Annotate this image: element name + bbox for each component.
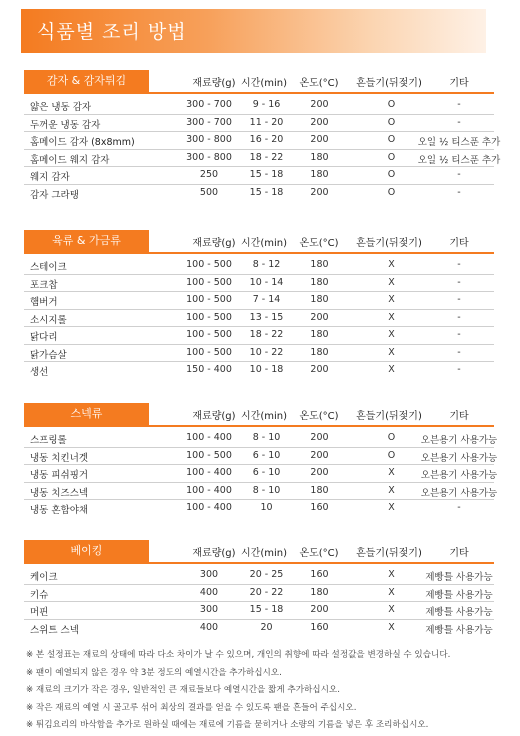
column-header: 흔들기(뒤젖기) (356, 238, 422, 249)
amount-cell: 100 - 500 (186, 259, 232, 270)
temp-cell: 200 (310, 467, 329, 478)
etc-cell: - (457, 169, 461, 180)
table-row (24, 500, 494, 517)
column-header: 기타 (449, 238, 469, 249)
table-row (24, 465, 498, 483)
amount-cell: 100 - 500 (186, 329, 232, 340)
shake-cell: X (388, 586, 395, 598)
etc-cell: - (457, 294, 461, 305)
table-row (24, 345, 494, 363)
food-name: 스프링롤 (30, 435, 67, 446)
amount-cell: 100 - 400 (186, 432, 232, 443)
time-cell: 20 - 22 (249, 586, 284, 598)
section-title: 스넥류 (24, 403, 149, 425)
column-header: 기타 (449, 548, 469, 559)
notes (26, 647, 506, 735)
column-header: 온도(°C) (299, 548, 339, 559)
time-cell: 10 - 14 (249, 276, 284, 288)
amount-cell: 100 - 500 (186, 294, 232, 305)
table-row (24, 97, 494, 115)
amount-cell: 300 (199, 604, 219, 615)
shake-cell: X (388, 484, 395, 496)
shake-cell: X (388, 259, 395, 270)
amount-cell: 500 (199, 186, 219, 198)
shake-cell: X (388, 467, 395, 478)
column-header: 흔들기(뒤젖기) (356, 78, 422, 89)
table-row (24, 167, 494, 185)
food-name: 케이크 (30, 572, 58, 583)
temp-cell: 200 (310, 311, 329, 323)
time-cell: 11 - 20 (249, 116, 284, 128)
time-cell: 10 (260, 502, 273, 513)
table-row (24, 362, 494, 379)
section-table (24, 70, 501, 201)
note-line: ※ 팬이 예열되지 않은 경우 약 3분 정도의 예열시간을 추가하십시오. (26, 667, 282, 678)
time-cell: 18 - 22 (249, 329, 284, 340)
table-row (24, 620, 494, 637)
column-header: 흔들기(뒤젖기) (356, 411, 422, 422)
temp-cell: 200 (310, 364, 329, 375)
food-name: 홈메이드 감자 (8x8mm) (30, 137, 135, 148)
etc-cell: - (457, 346, 461, 358)
etc-cell: - (457, 311, 461, 323)
page-title: 식품별 조리 방법 (37, 21, 187, 43)
shake-cell: O (387, 116, 396, 128)
column-header: 온도(°C) (299, 238, 339, 249)
etc-cell: 제빵틀 사용가능 (425, 607, 493, 618)
shake-cell: X (388, 311, 395, 323)
food-name: 생선 (30, 367, 49, 378)
shake-cell: X (388, 502, 395, 513)
shake-cell: O (387, 449, 396, 461)
table-row (24, 310, 494, 328)
note-line: ※ 본 설정표는 재료의 상태에 따라 다소 차이가 날 수 있으며, 개인의 취향에 따라 설정값을 변경하실 수 있습니다. (26, 650, 451, 660)
amount-cell: 300 - 800 (186, 134, 232, 145)
amount-cell: 400 (199, 586, 219, 598)
table-row (24, 567, 494, 585)
shake-cell: X (388, 604, 395, 615)
shake-cell: X (388, 276, 395, 288)
table-row (24, 430, 498, 448)
shake-cell: O (387, 151, 396, 163)
section-title: 감자 & 감자튀김 (24, 70, 149, 92)
table-row (24, 257, 494, 275)
time-cell: 20 - 25 (249, 569, 284, 580)
column-header: 온도(°C) (299, 78, 339, 89)
temp-cell: 180 (310, 276, 329, 288)
temp-cell: 200 (310, 449, 329, 461)
food-name: 포크찹 (30, 279, 58, 291)
food-name: 냉동 치즈스넥 (30, 487, 89, 499)
column-header: 시간(min) (241, 238, 287, 249)
amount-cell: 250 (199, 169, 219, 180)
etc-cell: 제빵틀 사용가능 (425, 589, 493, 601)
column-header: 온도(°C) (299, 411, 339, 422)
column-header: 재료량(g) (192, 78, 236, 89)
column-header: 기타 (449, 78, 469, 89)
table-row (24, 132, 501, 150)
shake-cell: O (387, 186, 396, 198)
food-name: 냉동 피쉬핑거 (30, 470, 89, 481)
temp-cell: 160 (310, 502, 329, 513)
time-cell: 20 (260, 621, 273, 633)
food-name: 냉동 치킨너겟 (30, 452, 89, 464)
section-table (24, 403, 498, 517)
etc-cell: - (457, 364, 461, 375)
etc-cell: - (457, 502, 461, 513)
temp-cell: 200 (310, 134, 329, 145)
column-header: 재료량(g) (192, 238, 236, 249)
amount-cell: 150 - 400 (186, 364, 232, 375)
temp-cell: 180 (310, 294, 329, 305)
table-row (24, 275, 494, 293)
table-row (24, 327, 494, 345)
table-row (24, 150, 501, 168)
temp-cell: 180 (310, 151, 329, 163)
time-cell: 8 - 10 (252, 432, 281, 443)
amount-cell: 300 - 700 (186, 99, 232, 110)
table-row (24, 483, 498, 501)
table-row (24, 448, 498, 466)
food-name: 닭다리 (30, 332, 58, 343)
table-row (24, 602, 494, 620)
title-banner (21, 9, 486, 53)
time-cell: 7 - 14 (252, 294, 281, 305)
temp-cell: 160 (310, 569, 329, 580)
section-header (24, 540, 494, 564)
food-name: 냉동 혼합야채 (30, 505, 89, 516)
column-header: 기타 (449, 411, 469, 422)
shake-cell: O (387, 432, 396, 443)
temp-cell: 180 (310, 346, 329, 358)
temp-cell: 200 (310, 432, 329, 443)
etc-cell: 오븐용기 사용가능 (420, 487, 498, 499)
section-table (24, 540, 494, 636)
column-header: 흔들기(뒤젖기) (356, 548, 422, 559)
section-title: 육류 & 가금류 (24, 230, 149, 252)
temp-cell: 160 (310, 621, 329, 633)
temp-cell: 200 (310, 186, 329, 198)
food-name: 스위트 스넥 (30, 624, 79, 636)
amount-cell: 300 - 700 (186, 116, 232, 128)
column-header: 재료량(g) (192, 548, 236, 559)
food-name: 머핀 (30, 607, 49, 618)
amount-cell: 300 - 800 (186, 151, 232, 163)
section-table (24, 230, 494, 379)
etc-cell: - (457, 116, 461, 128)
food-name: 키슈 (30, 589, 49, 601)
section-title: 베이킹 (24, 540, 149, 562)
section-header (24, 70, 494, 94)
temp-cell: 200 (310, 99, 329, 110)
amount-cell: 400 (199, 621, 219, 633)
time-cell: 8 - 12 (252, 259, 281, 270)
amount-cell: 100 - 500 (186, 311, 232, 323)
table-row (24, 292, 494, 310)
etc-cell: 오븐용기 사용가능 (420, 435, 498, 446)
etc-cell: 오븐용기 사용가능 (420, 470, 498, 481)
column-header: 시간(min) (241, 411, 287, 422)
etc-cell: 오일 ½ 티스푼 추가 (417, 154, 501, 166)
shake-cell: X (388, 294, 395, 305)
food-name: 얇은 냉동 감자 (30, 102, 92, 113)
time-cell: 9 - 16 (252, 99, 281, 110)
shake-cell: X (388, 621, 395, 633)
food-name: 감자 그라탱 (30, 189, 79, 201)
time-cell: 6 - 10 (252, 467, 281, 478)
temp-cell: 200 (310, 604, 329, 615)
time-cell: 15 - 18 (249, 169, 284, 180)
food-name: 홈메이드 웨지 감자 (30, 154, 110, 166)
etc-cell: - (457, 329, 461, 340)
amount-cell: 100 - 500 (186, 346, 232, 358)
table-row (24, 185, 494, 202)
etc-cell: - (457, 276, 461, 288)
food-name: 햄버거 (30, 297, 58, 308)
amount-cell: 100 - 400 (186, 467, 232, 478)
time-cell: 10 - 18 (249, 364, 284, 375)
food-name: 스테이크 (30, 262, 67, 273)
table-row (24, 115, 494, 133)
note-line: ※ 튀김요리의 바삭함을 추가로 원하실 때에는 재료에 기름을 묻히거나 소량의 기름을 넣은 후 조리하십시오. (26, 720, 429, 730)
section-header (24, 403, 494, 427)
shake-cell: X (388, 329, 395, 340)
temp-cell: 180 (310, 484, 329, 496)
shake-cell: X (388, 346, 395, 358)
amount-cell: 300 (199, 569, 219, 580)
temp-cell: 180 (310, 259, 329, 270)
column-header: 시간(min) (241, 548, 287, 559)
etc-cell: - (457, 99, 461, 110)
etc-cell: 오일 ½ 티스푼 추가 (417, 137, 501, 148)
time-cell: 6 - 10 (252, 449, 281, 461)
section-header (24, 230, 494, 254)
shake-cell: X (388, 569, 395, 580)
time-cell: 16 - 20 (249, 134, 284, 145)
shake-cell: X (388, 364, 395, 375)
etc-cell: - (457, 186, 461, 198)
table-row (24, 585, 494, 603)
etc-cell: 오븐용기 사용가능 (420, 452, 498, 464)
temp-cell: 180 (310, 586, 329, 598)
amount-cell: 100 - 500 (186, 276, 232, 288)
shake-cell: O (387, 169, 396, 180)
etc-cell: - (457, 259, 461, 270)
food-name: 두꺼운 냉동 감자 (30, 119, 101, 131)
time-cell: 15 - 18 (249, 186, 284, 198)
etc-cell: 제빵틀 사용가능 (425, 572, 493, 583)
etc-cell: 제빵틀 사용가능 (425, 624, 493, 636)
amount-cell: 100 - 500 (186, 449, 232, 461)
column-header: 재료량(g) (192, 411, 236, 422)
time-cell: 8 - 10 (252, 484, 281, 496)
temp-cell: 180 (310, 329, 329, 340)
food-name: 웨지 감자 (30, 172, 70, 183)
shake-cell: O (387, 99, 396, 110)
food-name: 닭가슴살 (30, 349, 67, 361)
column-header: 시간(min) (241, 78, 287, 89)
amount-cell: 100 - 400 (186, 502, 232, 513)
note-line: ※ 작은 재료의 예열 시 골고루 섞어 최상의 결과를 얻을 수 있도록 팬을 흔들어 주십시오. (26, 702, 357, 713)
food-name: 소시지롤 (30, 314, 67, 326)
shake-cell: O (387, 134, 396, 145)
time-cell: 10 - 22 (249, 346, 284, 358)
time-cell: 18 - 22 (249, 151, 284, 163)
note-line: ※ 재료의 크기가 작은 경우, 일반적인 큰 재료들보다 예열시간을 짧게 추가하십시오. (26, 685, 340, 695)
temp-cell: 180 (310, 169, 329, 180)
time-cell: 15 - 18 (249, 604, 284, 615)
temp-cell: 200 (310, 116, 329, 128)
time-cell: 13 - 15 (249, 311, 284, 323)
amount-cell: 100 - 400 (186, 484, 232, 496)
